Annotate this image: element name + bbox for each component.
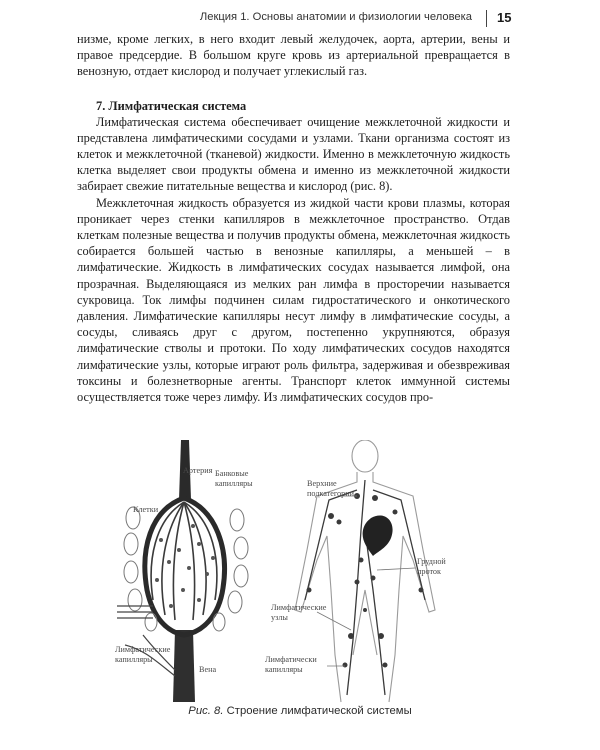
label-blood-capillaries-1: Банковые [215, 469, 249, 478]
label-upper-pathways-2: подкатегории [307, 489, 354, 498]
label-thoracic-duct-2: проток [417, 567, 442, 576]
paragraph-intercellular-fluid: Межклеточная жидкость образуется из жидкой части крови плазмы, которая проникает через стенки капилляров в межклеточное пространство. Отдав клеткам полезные вещества и получив продукты обмена, межклеточная жидкость собирается большей частью в венозные капилляры, а меньшей – в лимфатические. Жидкость в лимфатических сосудах называется лимфой, она прозрачная. Выделяющаяся из мелких ран лимфа в просторечии называется сукровица. Ток лимфы подчинен силам гидростатического и онкотического давления. Лимфатические капилляры несут лимфу в лимфатические сосуды, а сосуды, сливаясь друг с другом, постепенно укрупняются, образуя лимфатические стволы и протоки. По ходу лимфатических сосудов находятся лимфатические узлы, которые играют роль фильтра, задерживая и обезвреживая токсины и болезнетворные агенты. Транспорт клеток иммунной системы осуществляется тоже через лимфу. Из лимфатических сосудов про- [77, 195, 510, 405]
section-heading: 7. Лимфатическая система [96, 98, 247, 113]
label-artery: Артерия [183, 466, 213, 475]
lymphatic-illustration [95, 440, 515, 710]
caption-text: Строение лимфатической системы [226, 705, 412, 717]
page-number: 15 [497, 10, 512, 25]
label-upper-pathways-1: Верхние [307, 479, 337, 488]
label-blood-capillaries-2: капилляры [215, 479, 253, 488]
label-vein: Вена [199, 665, 217, 674]
body-lymphatic-drawing [265, 440, 446, 702]
capillary-bed-drawing [115, 440, 253, 702]
paragraph-continued: низме, кроме легких, в него входит левый желудочек, аорта, артерии, вены и правое предсердие. В большом круге кровь из артериальной превращается в венозную, отдает кислород и получает углекислый газ. [77, 32, 510, 79]
caption-number: Рис. 8. [188, 705, 224, 717]
label-thoracic-duct-1: Грудной [417, 557, 446, 566]
figure-caption [0, 705, 600, 717]
running-title: Лекция 1. Основы анатомии и физиологии человека [199, 11, 472, 23]
label-lymph-nodes-1: Лимфатические [271, 603, 327, 612]
header-divider [486, 10, 487, 27]
label-lymph-capillaries-right-1: Лимфатически [265, 655, 317, 664]
label-cells: Клетки [133, 505, 159, 514]
paragraph-lymphatic-intro: Лимфатическая система обеспечивает очищение межклеточной жидкости и представлена лимфатическими сосудами и узлами. Ткани организма состоят из клеток и межклеточной (тканевой) жидкости. Именно в межклеточную жидкость клетка выделяет свои продукты обмена и именно из межклеточной жидкости забирает свежие питательные вещества и кислород (рис. 8). [77, 114, 510, 194]
label-lymph-capillaries-left-2: капилляры [115, 655, 153, 664]
label-lymph-capillaries-left-1: Лимфатические [115, 645, 171, 654]
figure-lymphatic-system [95, 440, 515, 710]
label-lymph-capillaries-right-2: капилляры [265, 665, 303, 674]
page-header [0, 10, 600, 28]
body-text [77, 31, 510, 405]
label-lymph-nodes-2: узлы [271, 613, 288, 622]
